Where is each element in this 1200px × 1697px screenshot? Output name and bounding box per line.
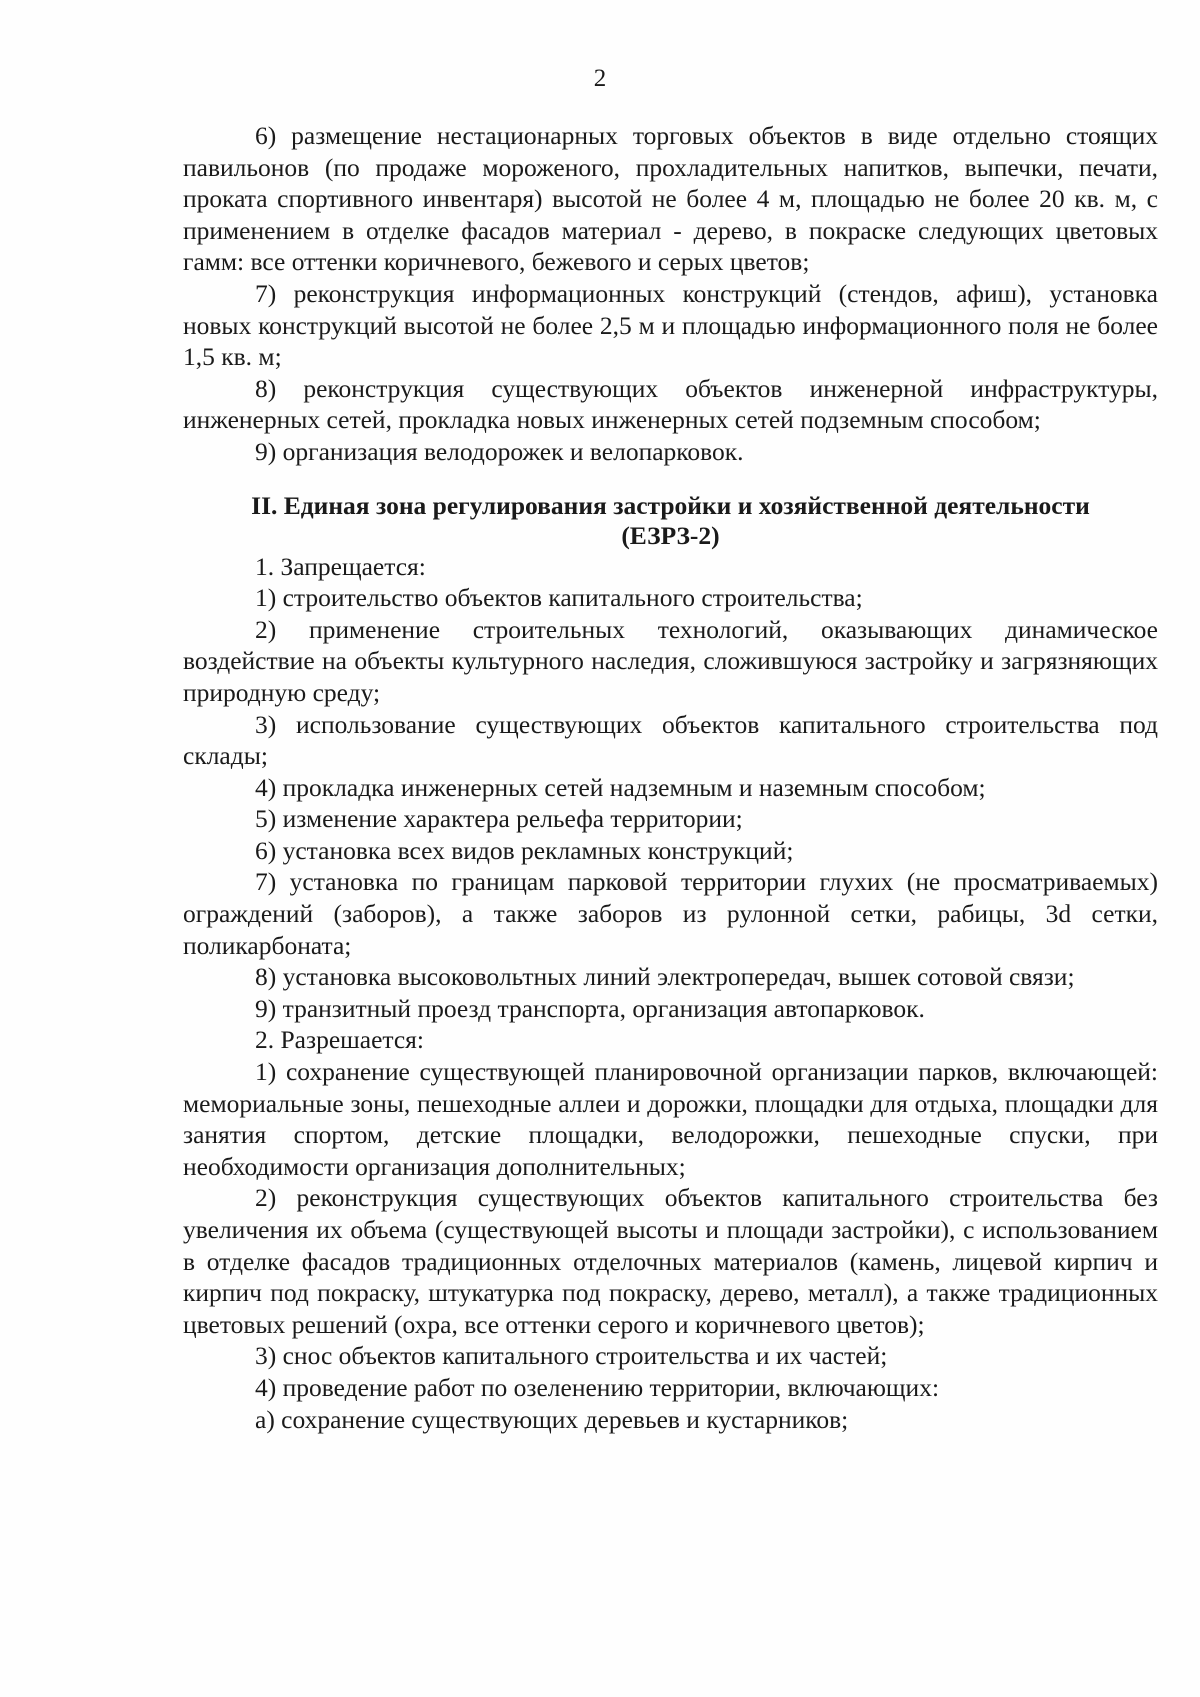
allowed-item-4: 4) проведение работ по озеленению территории, включающих: (255, 1372, 940, 1402)
paragraph-item-8: 8) реконструкция существующих объектов инженерной инфраструктуры, инженерных сетей, прокладка новых инженерных сетей подземным способом; (183, 373, 1158, 435)
prohibited-item-1: 1) строительство объектов капитального строительства; (255, 583, 863, 613)
allowed-item-1: 1) сохранение существующей планировочной организации парков, включающей: мемориальные зоны, пешеходные аллеи и дорожки, площадки для отдыха, площадки для занятия спортом, детские площадки, велодорожки, пешеходные спуски, при необходимости организация дополнительных; (183, 1057, 1158, 1181)
allowed-item-2: 2) реконструкция существующих объектов капитального строительства без увеличения их объема (существующей высоты и площади застройки), с использованием в отделке фасадов традиционных отделочных материалов (камень, лицевой кирпич и кирпич под покраску, штукатурка под покраску, дерево, металл), а также традиционных цветовых решений (охра, все оттенки серого и коричневого цветов); (183, 1183, 1158, 1339)
paragraph-item-9: 9) организация велодорожек и велопарковок. (255, 436, 744, 466)
prohibited-item-4: 4) прокладка инженерных сетей надземным и наземным способом; (255, 772, 986, 802)
section-heading-title: II. Единая зона регулирования застройки и хозяйственной деятельности (251, 490, 1090, 520)
allowed-title: 2. Разрешается: (255, 1025, 424, 1055)
section-heading (183, 491, 1158, 551)
page-number: 2 (593, 65, 607, 92)
paragraph-item-7: 7) реконструкция информационных конструкций (стендов, афиш), установка новых конструкций высотой не более 2,5 м и площадью информационного поля не более 1,5 кв. м; (183, 278, 1158, 372)
section-heading-code: (ЕЗРЗ-2) (621, 520, 720, 550)
prohibited-item-3: 3) использование существующих объектов капитального строительства под склады; (183, 709, 1158, 771)
prohibited-title: 1. Запрещается: (255, 551, 426, 581)
paragraph-item-6: 6) размещение нестационарных торговых объектов в виде отдельно стоящих павильонов (по продаже мороженого, прохладительных напитков, выпечки, печати, проката спортивного инвентаря) высотой не более 4 м, площадью не более 20 кв. м, с применением в отделке фасадов материал - дерево, в покраске следующих цветовых гамм: все оттенки коричневого, бежевого и серых цветов; (183, 121, 1158, 277)
prohibited-item-8: 8) установка высоковольтных линий электропередач, вышек сотовой связи; (255, 962, 1075, 992)
allowed-subitem-a: а) сохранение существующих деревьев и кустарников; (255, 1404, 849, 1434)
prohibited-item-5: 5) изменение характера рельефа территории; (255, 804, 743, 834)
prohibited-item-2: 2) применение строительных технологий, оказывающих динамическое воздействие на объекты культурного наследия, сложившуюся застройку и загрязняющих природную среду; (183, 614, 1158, 707)
prohibited-item-6: 6) установка всех видов рекламных конструкций; (255, 835, 794, 865)
allowed-item-3: 3) снос объектов капитального строительства и их частей; (255, 1341, 888, 1371)
prohibited-item-7: 7) установка по границам парковой территории глухих (не просматриваемых) ограждений (заборов), а также заборов из рулонной сетки, рабицы, 3d сетки, поликарбоната; (183, 867, 1158, 960)
prohibited-item-9: 9) транзитный проезд транспорта, организация автопарковок. (255, 993, 925, 1023)
document-body (183, 120, 1158, 1435)
